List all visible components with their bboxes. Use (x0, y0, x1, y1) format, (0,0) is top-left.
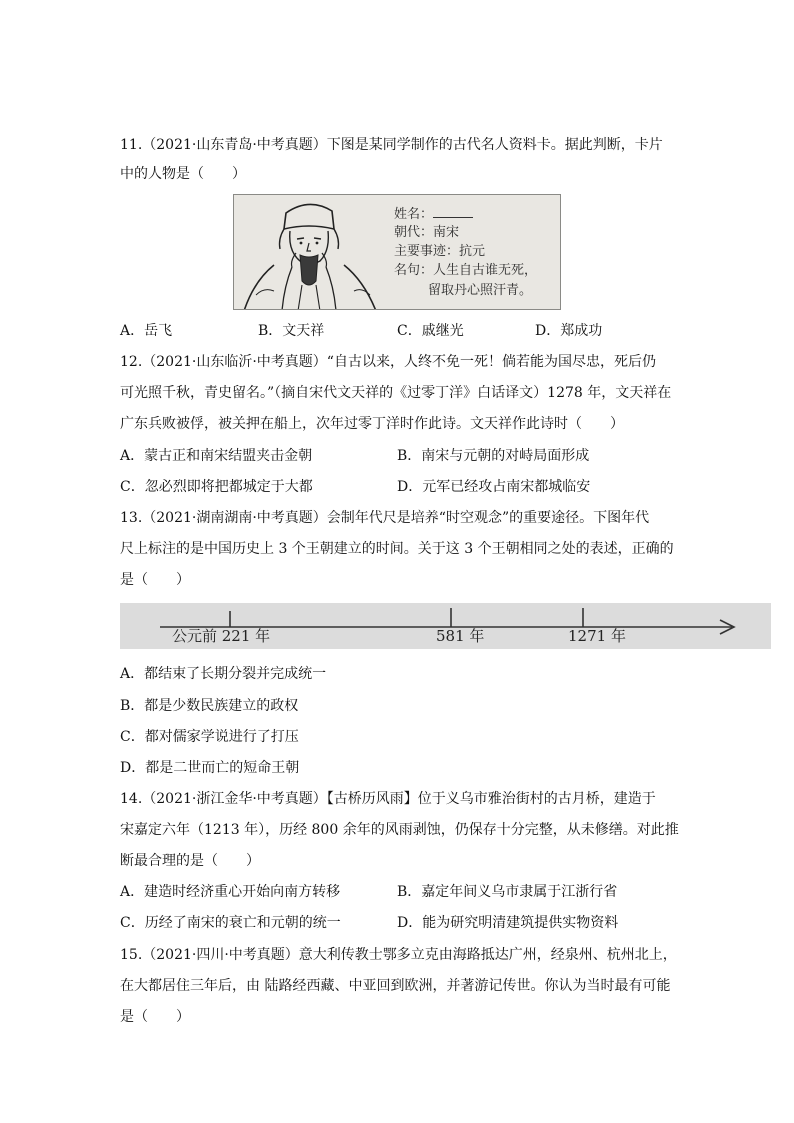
card-dynasty: 朝代：南宋 (394, 225, 460, 240)
q15-stem-line2: 在大都居住三年后，由 陆路经西藏、中亚回到欧洲，并著游记传世。你认为当时最有可能 (120, 978, 671, 994)
q11-stem-line1: 11.（2021·山东青岛·中考真题）下图是某同学制作的古代名人资料卡。据此判断，卡片 (120, 137, 663, 153)
q11-option-d[interactable]: D．郑成功 (535, 323, 603, 339)
card-quote-line1: 名句：人生自古谁无死， (394, 263, 538, 278)
q14-stem-line3: 断最合理的是（ ） (120, 853, 260, 869)
q12-stem-line2: 可光照千秋，青史留名。”（摘自宋代文天祥的《过零丁洋》白话译文）1278 年，文天祥在 (120, 385, 672, 401)
timeline-label-221bc: 公元前 221 年 (172, 627, 271, 645)
timeline-label-581: 581 年 (436, 627, 485, 645)
portrait-illustration (234, 195, 384, 310)
q14-option-a[interactable]: A．建造时经济重心开始向南方转移 (120, 884, 341, 900)
q12-option-d[interactable]: D．元军已经攻占南宋都城临安 (397, 479, 591, 495)
timeline-label-1271: 1271 年 (568, 627, 626, 645)
card-name-label: 姓名： (394, 207, 434, 222)
q13-option-b[interactable]: B．都是少数民族建立的政权 (120, 698, 299, 714)
q13-option-a[interactable]: A．都结束了长期分裂并完成统一 (120, 666, 327, 682)
q14-stem-line2: 宋嘉定六年（1213 年），历经 800 余年的风雨剥蚀，仍保存十分完整，从未修缮。对此推 (120, 822, 679, 838)
q12-option-a[interactable]: A．蒙古正和南宋结盟夹击金朝 (120, 448, 313, 464)
q14-option-d[interactable]: D．能为研究明清建筑提供实物资料 (397, 915, 619, 931)
card-deeds: 主要事迹：抗元 (394, 244, 486, 259)
q11-option-c[interactable]: C．戚继光 (397, 323, 464, 339)
q15-stem-line3: 是（ ） (120, 1009, 190, 1025)
q13-stem-line1: 13.（2021·湖南湖南·中考真题）会制年代尺是培养“时空观念”的重要途径。下图年代 (120, 510, 650, 526)
q11-option-b[interactable]: B．文天祥 (258, 323, 325, 339)
q14-option-b[interactable]: B．嘉定年间义乌市隶属于江浙行省 (397, 884, 618, 900)
q12-stem-line3: 广东兵败被俘，被关押在船上，次年过零丁洋时作此诗。文天祥作此诗时（ ） (120, 416, 624, 432)
q13-option-c[interactable]: C．都对儒家学说进行了打压 (120, 729, 299, 745)
q14-option-c[interactable]: C．历经了南宋的衰亡和元朝的统一 (120, 915, 341, 931)
card-name-blank (433, 205, 473, 218)
q15-stem-line1: 15.（2021·四川·中考真题）意大利传教士鄂多立克由海路抵达广州，经泉州、杭州北上， (120, 947, 677, 963)
timeline-figure (120, 603, 771, 649)
q12-option-c[interactable]: C．忽必烈即将把都城定于大都 (120, 479, 313, 495)
q12-stem-line1: 12.（2021·山东临沂·中考真题）“自古以来，人终不免一死！倘若能为国尽忠，死后仍 (120, 354, 656, 370)
q13-stem-line2: 尺上标注的是中国历史上 3 个王朝建立的时间。关于这 3 个王朝相同之处的表述，正确的 (120, 541, 674, 557)
q13-stem-line3: 是（ ） (120, 572, 190, 588)
q11-stem-line2: 中的人物是（ ） (120, 166, 246, 182)
card-quote-line2: 留取丹心照汗青。 (428, 283, 533, 298)
card-name-field (394, 205, 473, 224)
q12-option-b[interactable]: B．南宋与元朝的对峙局面形成 (397, 448, 590, 464)
q14-stem-line1: 14.（2021·浙江金华·中考真题）【古桥历风雨】位于义乌市雅治街村的古月桥，建造于 (120, 791, 656, 807)
q13-option-d[interactable]: D．都是二世而亡的短命王朝 (120, 760, 300, 776)
q11-option-a[interactable]: A．岳飞 (120, 323, 173, 339)
figure-info-card (233, 194, 561, 310)
